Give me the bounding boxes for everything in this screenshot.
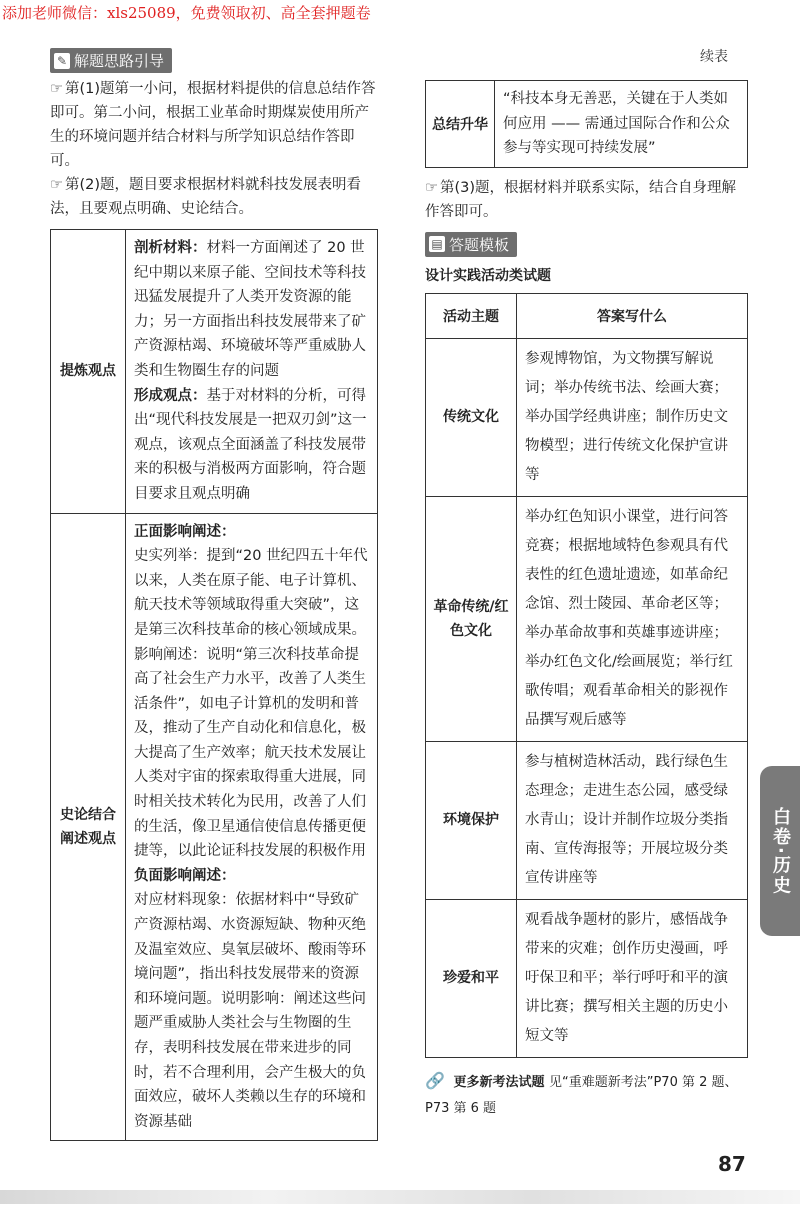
left-column [50, 48, 378, 1141]
analysis-table [50, 229, 378, 1141]
solution-guide-title: 解题思路引导 [74, 52, 165, 70]
answer-template-title: 答题模板 [449, 235, 510, 254]
watermark-text: 添加老师微信：xls25089，免费领取初、高全套押题卷 [2, 4, 371, 22]
activity-value: 举办红色知识小课堂，进行问答竞赛；根据地域特色参观具有代表性的红色遗址遗迹，如革命纪念馆、烈士陵园、革命老区等；举办革命故事和英雄事迹讲座；举办红色文化/绘画展览；举行红歌传唱；观看革命相关的影视作品撰写观后感等 [517, 496, 748, 741]
row-key-argument: 史论结合阐述观点 [51, 513, 126, 1141]
activity-value: 参与植树造林活动，践行绿色生态理念；走进生态公园，感受绿水青山；设计并制作垃圾分类指南、宣传海报等；开展垃圾分类宣传讲座等 [517, 741, 748, 899]
right-column [425, 80, 748, 1122]
header-answer: 答案写什么 [517, 293, 748, 338]
header-theme: 活动主题 [426, 293, 517, 338]
table-row [426, 338, 748, 496]
scan-edge [0, 1190, 800, 1204]
template-subtitle: 设计实践活动类试题 [425, 267, 551, 284]
activity-key: 珍爱和平 [426, 899, 517, 1057]
table-header-row [426, 293, 748, 338]
activity-value: 参观博物馆，为文物撰写解说词；举办传统书法、绘画大赛；举办国学经典讲座；制作历史文物模型；进行传统文化保护宣讲等 [517, 338, 748, 496]
activity-key: 革命传统/红色文化 [426, 496, 517, 741]
continued-label: 续表 [700, 49, 728, 65]
solution-guide-label [50, 48, 172, 73]
row-key-viewpoint: 提炼观点 [51, 230, 126, 514]
pointing-hand-icon: ☞ [50, 81, 63, 97]
activity-key: 传统文化 [426, 338, 517, 496]
more-title: 更多新考法试题 [453, 1074, 545, 1090]
summary-table [425, 80, 748, 168]
more-questions [425, 1068, 748, 1122]
guide-para-2: ☞ 第(2)题，题目要求根据材料就科技发展表明看法，且要观点明确、史论结合。 [50, 177, 362, 217]
table-row [426, 741, 748, 899]
activity-table [425, 293, 748, 1058]
guide-para-1: ☞ 第(1)题第一小问，根据材料提供的信息总结作答即可。第二小问，根据工业革命时期煤炭使用所产生的环境问题并结合材料与所学知识总结作答即可。 [50, 81, 376, 169]
subject-side-tab: 白卷·历史 [760, 766, 800, 936]
pointing-hand-icon: ☞ [50, 177, 63, 193]
row-key-summary: 总结升华 [426, 81, 495, 168]
table-row [426, 81, 748, 168]
page-number: 87 [718, 1152, 746, 1176]
pencil-icon: ✎ [54, 53, 70, 69]
table-row [426, 496, 748, 741]
pointing-hand-icon: ☞ [425, 179, 438, 196]
link-icon: 🔗 [425, 1070, 445, 1090]
answer-template-label [425, 232, 517, 257]
row-value-summary: “科技本身无善恶，关键在于人类如何应用 —— 需通过国际合作和公众参与等实现可持续发展” [495, 81, 748, 168]
activity-key: 环境保护 [426, 741, 517, 899]
guide-para-3: ☞ 第(3)题，根据材料并联系实际，结合自身理解作答即可。 [425, 179, 737, 220]
table-row [51, 513, 378, 1141]
activity-value: 观看战争题材的影片，感悟战争带来的灾难；创作历史漫画，呼吁保卫和平；举行呼吁和平的演讲比赛；撰写相关主题的历史小短文等 [517, 899, 748, 1057]
table-row [426, 899, 748, 1057]
table-row [51, 230, 378, 514]
row-value-viewpoint: 剖析材料：材料一方面阐述了 20 世纪中期以来原子能、空间技术等科技迅猛发展提升了人类开发资源的能力；另一方面指出科技发展带来了矿产资源枯竭、环境破坏等严重威胁人类和生物圈生存的问题 形成观点：基于对材料的分析，可得出“现代科技发展是一把双刃剑”这一观点，该观点全面涵盖了科技发展带来的积极与消极两方面影响，符合题目要求且观点明确 [126, 230, 378, 514]
book-icon: ▤ [429, 236, 445, 252]
more-text: 见“重难题新考法”P70 第 2 题、P73 第 6 题 [425, 1074, 738, 1116]
row-value-argument: 正面影响阐述： 史实列举：提到“20 世纪四五十年代以来，人类在原子能、电子计算机、航天技术等领域取得重大突破”，这是第三次科技革命的核心领域成果。影响阐述：说明“第三次科技革命提高了社会生产力水平，改善了人类生活条件”，如电子计算机的发明和普及，推动了生产自动化和信息化，极大提高了生产效率；航天技术发展让人类对宇宙的探索取得重大进展，同时相关技术转化为民用，改善了人们的生活，像卫星通信使信息传播更便捷等，以此论证科技发展的积极作用 负面影响阐述： 对应材料现象：依据材料中“导致矿产资源枯竭、水资源短缺、物种灭绝及温室效应、臭氧层破坏、酸雨等环境问题”，指出科技发展带来的资源和环境问题。说明影响：阐述这些问题严重威胁人类社会与生物圈的生存，表明科技发展在带来进步的同时，若不合理利用，会产生极大的负面效应，破坏人类赖以生存的环境和资源基础 [126, 513, 378, 1141]
